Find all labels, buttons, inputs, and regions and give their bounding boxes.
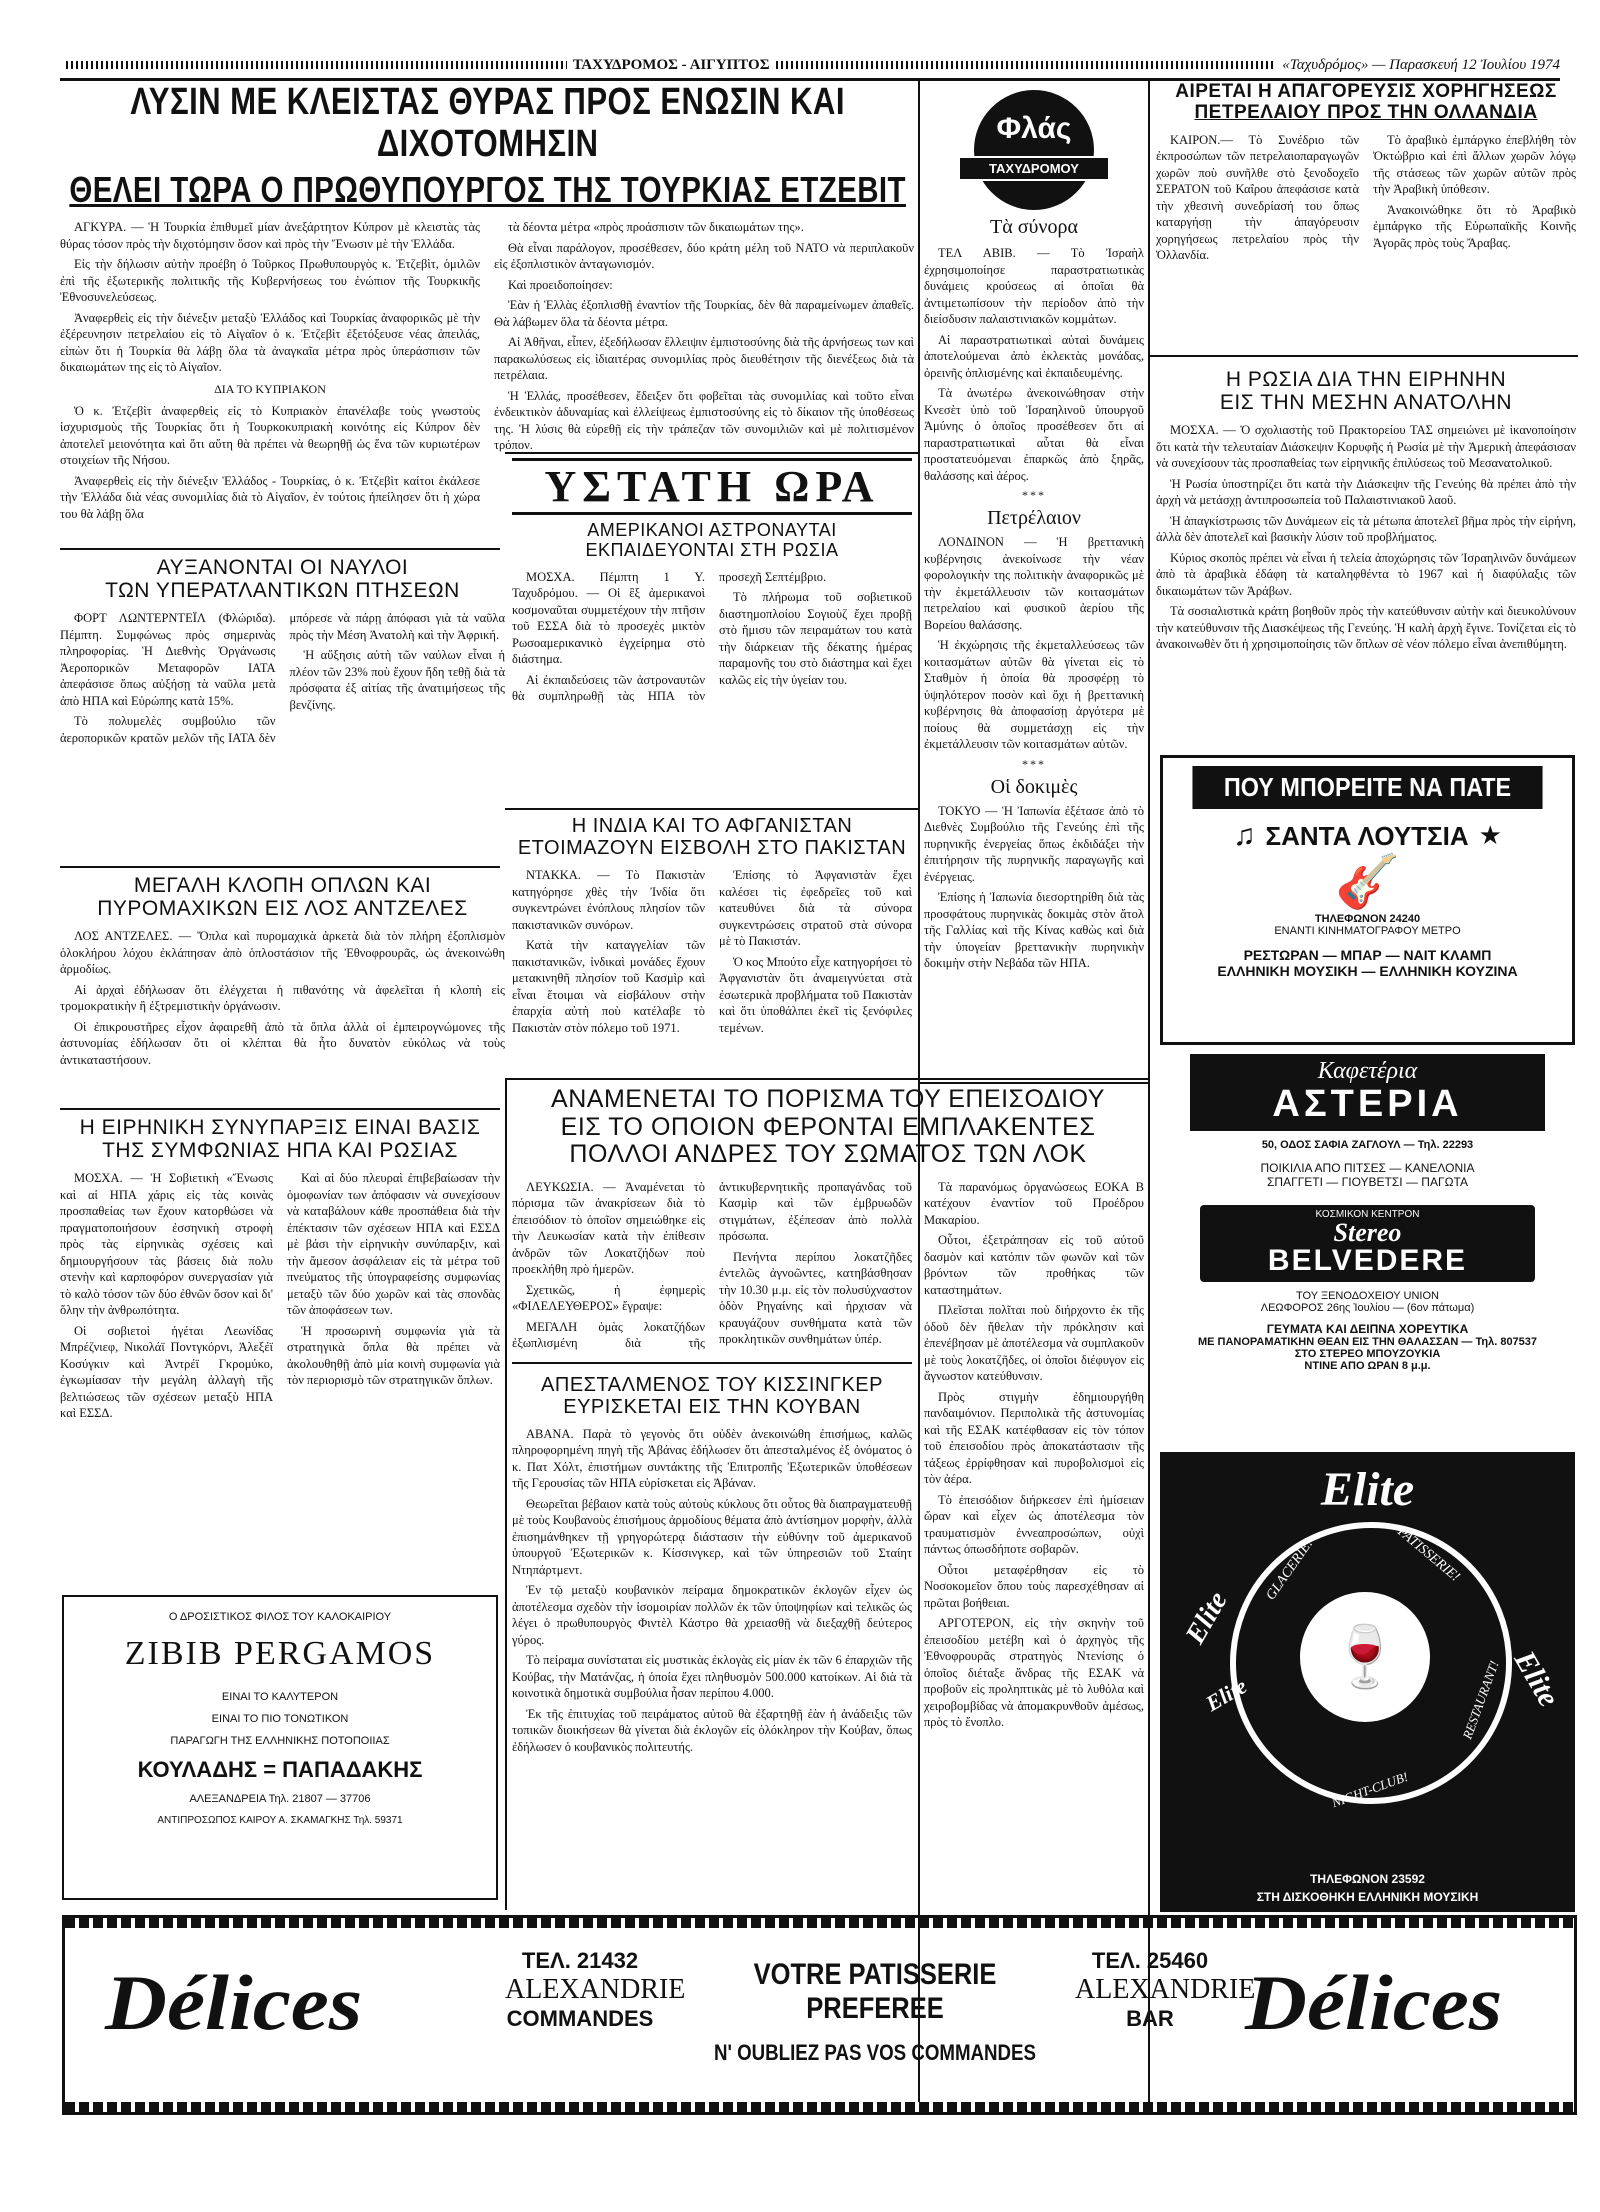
coexistence-paragraph: ΜΟΣΧΑ. — Ἡ Σοβιετικὴ «Ἔνωσις καὶ αἱ ΗΠΑ χάρις εἰς τὰς κοινὰς προσπαθείας των ἔχουν κατορθώσει νὰ πραγματοποιήσουν ἐσσηνικὴ στροφὴ πρὸς τὰς εἰρηνικὰς σχέσεις καὶ δημιουργήσουν τὰς βάσεις διὰ πολυ στενὴν καὶ καρποφόρον συνεργασίαν γιὰ τὸ καλὸ τόσον τῶν δύο ἐθνῶν ὅσον καὶ δι' ὅλην τὴν ἀνθρωπότητα. [60, 1171, 273, 1318]
lead-paragraph: Ἐὰν ἡ Ἑλλὰς ἐξοπλισθῇ ἐναντίον τῆς Τουρκίας, δὲν θὰ παραμείνωμεν ἀπαθεῖς. Θὰ λάβωμεν ὅλα τὰ δέοντα μέτρα. [494, 298, 914, 329]
embargo-headline-1: ΑΙΡΕΤΑΙ Η ΑΠΑΓΟΡΕΥΣΙΣ ΧΟΡΗΓΗΣΕΩΣ [1175, 82, 1557, 102]
belvedere-line2: ΜΕ ΠΑΝΟΡΑΜΑΤΙΚΗΝ ΘΕΑΝ ΕΙΣ ΤΗΝ ΘΑΛΑΣΣΑΝ — Τηλ. 807537 [1197, 1336, 1538, 1348]
lok-paragraph: ΛΕΥΚΩΣΙΑ. — Ἀναμένεται τὸ πόρισμα τῶν ἀνακρίσεων διὰ τὸ ἐπεισόδιον τὸ ὁποῖον σημειώθηκε εἰς τὴν Λευκωσίαν κατὰ τὴν ἐπίθεσιν ἀνδρῶν τῶν Λοκατζήδων ποὺ προεκλήθη πρὸ ἡμερῶν. [512, 1179, 705, 1276]
zibib-brand: ZIBIB PERGAMOS [124, 1635, 436, 1672]
kissinger-paragraph: ΑΒΑΝΑ. Παρὰ τὸ γεγονὸς ὅτι οὐδὲν ἀνεκοινώθη ἐπισήμως, καλῶς πληροφορημένη πηγὴ τῆς Ἀβάνας ἐδήλωσεν ὅτι ἀπεσταλμένος ἐξ ὀνόματος ὁ κ. Πατ Χόλτ, ἐπιστήμων συντάκτης τῆς Ἐπιτροπῆς Ἐξωτερικῶν ὑποθέσεων τῆς Γερουσίας τῶν ΗΠΑ εὑρίσκεται εἰς Ἀβάναν. [512, 1426, 912, 1490]
lok-paragraph: ΜΕΓΑΛΗ ὁμὰς λοκατζήδων ἐξωπλισμένη διὰ τῆς ἀντικυβερνητικῆς προπαγάνδας τοῦ Κασμὶρ καὶ τῶν ἐμβρυωδῶν στιγμάτων, ἐξέπεσαν ἀπὸ πολλὰ πρόσωπα. [512, 1179, 912, 1350]
lok-left [512, 1179, 912, 1760]
russia-paragraph: ΜΟΣΧΑ. — Ὁ σχολιαστὴς τοῦ Πρακτορείου ΤΑΣ σημειώνει μὲ ἱκανοποίησιν ὅτι κατὰ τὴν τελευταίαν Διάσκεψιν Κορυφῆς ἡ Ρωσία μὲ τὴν Ἀμερικὴ ἀπεφάσισαν νὰ συνεχίσουν τὰς προσπαθείας των εἰρηνικῆς ἐπιλύσεως τοῦ Μεσανατολικοῦ. [1156, 423, 1576, 471]
column-divider [505, 1080, 507, 1910]
ad-border-pattern [65, 2102, 1574, 2112]
santa-lucia-line1: ΡΕΣΤΩΡΑΝ — ΜΠΑΡ — ΝΑΙΤ ΚΛΑΜΠ [1243, 947, 1492, 963]
india-paragraph: Ἐπίσης τὸ Ἀφγανιστὰν ἔχει καλέσει τὶς ἐφεδρεῖες τοῦ καὶ κατευθύνει διὰ τὰ σύνορα συγκεντρώσεις στρατοῦ στὰ σύνορα μὲ τὸ Πακιστάν. [719, 868, 912, 948]
santa-lucia-phone: ΤΗΛΕΦΩΝΟΝ 24240 [1314, 913, 1421, 925]
belvedere-ad [1160, 1205, 1575, 1445]
delices-ad [62, 1915, 1577, 2115]
coexistence-article [60, 1116, 500, 1526]
freight-headline-2: ΤΩΝ ΥΠΕΡΑΤΛΑΝΤΙΚΩΝ ΠΤΗΣΕΩΝ [105, 579, 460, 603]
section-rule [505, 452, 918, 454]
latest-paragraph: ΜΟΣΧΑ. Πέμπτη 1 Υ. Ταχυδρόμου. — Οἱ ἓξ ἀμερικανοὶ κοσμοναῦται συμμετέχουν τὴν πτῆσιν τοῦ ΕΣΣΑ διὰ τὸ προσεχὲς μικτὸν Ρωσοαμερικανικὸ ἐγχείρημα στὸ διάστημα. [512, 569, 705, 667]
freight-paragraph: Ἡ αὔξησις αὐτὴ τῶν ναύλων εἶναι ἡ πλέον τῶν 23% ποὺ ἔχουν ἤδη τεθῇ διὰ τὰ πρόσφατα ἐξ αἰτίας τῆς ἀνατιμήσεως τῆς βενζίνης. [289, 648, 505, 712]
santa-lucia-ad [1160, 755, 1575, 1045]
asteria-name: ΑΣΤΕΡΙΑ [1272, 1083, 1463, 1125]
theft-paragraph: ΛΟΣ ΑΝΤΖΕΛΕΣ. — Ὅπλα καὶ πυρομαχικὰ ἀρκετὰ διὰ τὸν πλήρη ἐξοπλισμὸν ὁλοκλήρου λόχου ἐκλάπησαν ἀπὸ ὁπλοστάσιον τῆς Ἐθνοφρουρᾶς, ὡς ἀνεκοινώθη ἁρμοδίως. [60, 929, 505, 977]
oil-title: Πετρέλαιον [987, 507, 1081, 529]
left-city: ALEXANDRIE [505, 1974, 686, 2005]
lok-headline-3: ΠΟΛΛΟΙ ΑΝΔΡΕΣ ΤΟΥ ΣΩΜΑΤΟΣ ΤΩΝ ΛΟΚ [569, 1140, 1087, 1168]
right-sub: BAR [1126, 2006, 1174, 2031]
delices-logo-right: Délices [1245, 1959, 1503, 2046]
center-title: VOTRE PATISSERIE PREFEREE [753, 1958, 997, 2025]
lead-left-column [60, 219, 480, 526]
elite-logo-right: Elite [1507, 1645, 1566, 1713]
lead-paragraph: Ὁ κ. Ἐτζεβὶτ ἀναφερθεὶς εἰς τὸ Κυπριακὸν ἐπανέλαβε τοὺς γνωστοὺς ἰσχυρισμοὺς τῆς Τουρκίας ὅτι ἡ Τουρκοκυπριακὴ κοινότης εἰς Κύπρον δὲν ἀποτελεῖ μειονότητα καὶ ὅτι αὕτη θὰ πρέπει νὰ θεωρηθῇ ὡς ἕνα τῶν κυριωτέρων στοιχείων τῆς Νήσου. [60, 403, 480, 468]
elite-logo-left: Elite [1179, 1586, 1234, 1650]
lead-paragraph: Ἀναφερθεὶς εἰς τὴν διένεξιν Ἑλλάδος - Τουρκίας, ὁ κ. Ἐτζεβὶτ καίτοι ἐκάλεσε τὴν Ἑλλάδα διὰ νέας συνομιλίας διὰ τὸ Αἰγαῖον, ἐν τούτοις ἠπείλησεν ὅτι ἡ χώρα του θὰ λάβῃ ὅλα [60, 473, 480, 521]
lok-paragraph: ΑΡΓΟΤΕΡΟΝ, εἰς τὴν σκηνὴν τοῦ ἐπεισοδίου μετέβη καὶ ὁ ἀρχηγὸς τῆς Ἐθνοφρουρᾶς στρατηγὸς Ντενίσης ὁ ὁποῖος διέταξε ἄνδρας τῆς ΕΣΑΚ νὰ προβοῦν εἰς προληπτικὰς μὲ τὸ λυθόλα καὶ χειροβομβίδας νὰ ἀπομακρυνθοῦν ἀμέσως, πρὸς τὸ ἔνοπλο. [924, 1616, 1144, 1729]
coexistence-paragraph: Οἱ σοβιετοὶ ἡγέται Λεωνίδας Μπρέζνιεφ, Νικολάϊ Ποντγκόρνι, Ἀλεξέϊ Κοσύγκιν καὶ Ἀντρέϊ Γκρομύκο, ἐγκωμίασαν τὴν μεγάλη ἀλλαγὴ τῆς βελτιώσεως τῶν σχέσεων μεταξὺ ΗΠΑ καὶ ΕΣΣΔ. [60, 1323, 273, 1421]
borders-title: Τὰ σύνορα [990, 216, 1078, 238]
flash-paragraph: Ἐπίσης ἡ Ἰαπωνία διεσορτηρίθη διὰ τὰς προσφάτους πυρηνικὰς δοκιμὰς στὸν ἄτολ τῆς Γαλλίας καὶ τῆς Κίνας καθὼς καὶ διὰ τὴν ὑπογείαν βρεττανικὴν πυρηνικὴν δοκιμὴν στὴν Νεβάδα τῶν ΗΠΑ. [924, 890, 1144, 970]
belvedere-line4: ΝΤΙΝΕ ΑΠΟ ΩΡΑΝ 8 μ.μ. [1304, 1360, 1431, 1372]
stars-divider: *** [1022, 488, 1046, 502]
cyprus-subheading: ΔΙΑ ΤΟ ΚΥΠΡΙΑΚΟΝ [214, 381, 326, 396]
theft-headline-2: ΠΥΡΟΜΑΧΙΚΩΝ ΕΙΣ ΛΟΣ ΑΝΤΖΕΛΕΣ [97, 897, 468, 921]
embargo-paragraph: Τὸ ἀραβικὸ ἐμπάργκο ἐπεβλήθη τὸν Ὀκτώβριο καὶ ἐπὶ ἄλλων χωρῶν λόγῳ τῆς στάσεως τῶν χωρῶν αὐτῶν πρὸς τὴν Ἀραβικὴ ὑπόθεσιν. [1373, 132, 1576, 197]
lok-right [924, 1179, 1144, 1760]
asteria-line2: ΣΠΑΓΓΕΤΙ — ΓΙΟΥΒΕΤΣΙ — ΠΑΓΩΤΑ [1267, 1175, 1468, 1189]
header-rule [66, 61, 567, 69]
theft-headline-1: ΜΕΓΑΛΗ ΚΛΟΠΗ ΟΠΛΩΝ ΚΑΙ [133, 874, 432, 897]
embargo-paragraph: Ἀνακοινώθηκε ὅτι τὸ Ἀραβικὸ ἐμπάργκο τῆς Εὐρωπαϊκῆς Κοινῆς Ἀγορᾶς πρὸς τοὺς Ἄραβας. [1373, 202, 1576, 250]
zibib-ad [62, 1595, 498, 1900]
header-right: «Ταχυδρόμος» — Παρασκευή 12 Ἰουλίου 1974 [1282, 56, 1560, 73]
lok-headline-2: ΕΙΣ ΤΟ ΟΠΟΙΟΝ ΦΕΡΟΝΤΑΙ ΕΜΠΛΑΚΕΝΤΕΣ [560, 1112, 1096, 1141]
asteria-ad [1160, 1050, 1575, 1200]
india-headline-2: ΕΤΟΙΜΑΖΟΥΝ ΕΙΣΒΟΛΗ ΣΤΟ ΠΑΚΙΣΤΑΝ [517, 837, 907, 859]
lok-paragraph: Τὰ παρανόμως ὀργανώσεως ΕΟΚΑ Β κατέχουν ἐναντίον τοῦ Προέδρου Μακαρίου. [924, 1179, 1144, 1227]
coexistence-headline-2: ΤΗΣ ΣΥΜΦΩΝΙΑΣ ΗΠΑ ΚΑΙ ΡΩΣΙΑΣ [102, 1139, 458, 1163]
flash-logo-circle [974, 90, 1094, 210]
section-rule [918, 1082, 1150, 1084]
left-sub: COMMANDES [506, 2006, 654, 2031]
flash-paragraph: Ἡ ἐκχώρησις τῆς ἐκμεταλλεύσεως τῶν κοιτασμάτων αὐτῶν θὰ γίνεται εἰς τὸ Σταθμὸν ἡ ὁποία θὰ προσφέρῃ τὸ ὑψηλότερον ποσὸν καὶ ὄχι ἡ βρεττανικὴ κυβέρνησις θὰ ἀποφασίσῃ ἀργότερα μὲ ποίους θὰ συμμετάσχῃ εἰς τὴν ἐκμετάλλευσιν τῶν κοιτασμάτων αὐτῶν. [924, 638, 1144, 751]
belvedere-line3: ΣΤΟ ΣΤΕΡΕΟ ΜΠΟΥΖΟΥΚΙΑ [1294, 1348, 1441, 1360]
oil-embargo-article [1156, 82, 1576, 352]
flash-paragraph: Αἱ παραστρατιωτικαὶ αὐταὶ δυνάμεις ἀποτελούμεναι ἀπὸ ἐκλεκτὰς μονάδας, ὀρεινῆς ὁπλισμένης καὶ ἐκπαιδευμένης. [924, 332, 1144, 380]
coexistence-headline-1: Η ΕΙΡΗΝΙΚΗ ΣΥΝΥΠΑΡΞΙΣ ΕΙΝΑΙ ΒΑΣΙΣ [79, 1116, 481, 1139]
flash-logo [964, 90, 1104, 210]
lead-paragraph: Θὰ εἶναι παράλογον, προσέθεσεν, δύο κράτη μέλη τοῦ ΝΑΤΟ νὰ περιπλακοῦν εἰς ἐξοπλιστικὸν ἀνταγωνισμόν. [494, 240, 914, 272]
flash-paragraph: ΤΟΚΥΟ — Ἡ Ἰαπωνία ἐξέτασε ἀπὸ τὸ Διεθνὲς Συμβούλιο τῆς Γενεύης ἐπὶ τῆς πυρηνικῆς ἐνεργείας ὅπως ἐκδιδάξει τὴν ἐπιτήρησιν τῆς πυρηνικῆς παραγωγῆς καὶ ἐνέργειας. [924, 803, 1144, 884]
left-tel: ΤΕΛ. 21432 [521, 1948, 639, 1973]
santa-lucia-line2: ΕΛΛΗΝΙΚΗ ΜΟΥΣΙΚΗ — ΕΛΛΗΝΙΚΗ ΚΟΥΖΙΝΑ [1217, 963, 1518, 979]
lok-paragraph: Οὗτοι, ἐξετράπησαν εἰς τοῦ αὐτοῦ δασμὸν καὶ κατόπιν τῶν φωνῶν καὶ τῶν βρόντων τῶν προθήκας τῶν καταστημάτων. [924, 1233, 1144, 1297]
latest-news-article [512, 458, 912, 803]
embargo-headline-2: ΠΕΤΡΕΛΑΙΟΥ ΠΡΟΣ ΤΗΝ ΟΛΛΑΝΔΙΑ [1194, 101, 1538, 123]
tests-title: Οἱ δοκιμὲς [990, 775, 1078, 798]
india-paragraph: Κατὰ τὴν καταγγελίαν τῶν πακιστανικῶν, ἰνδικαὶ μονάδες ἔχουν μετακινηθῆ πλησίον τοῦ Κασμὶρ καὶ εἶναι ἕτοιμαι νὰ εἰσβάλουν στὴν ἐπαρχία αὐτὴ ποὺ κατέλαβε τὸ Πακιστὰν στὸν πόλεμο τοῦ 1971. [512, 938, 705, 1035]
wine-glass-icon: 🍷 [1300, 1592, 1430, 1722]
flash-logo-band: ΤΑΧΥΔΡΟΜΟΥ [958, 156, 1110, 181]
delices-logo-left: Délices [105, 1959, 363, 2046]
lead-paragraph: Ἀναφερθεὶς εἰς τὴν διένεξιν μεταξὺ Ἑλλάδος καὶ Τουρκίας ἀναφορικῶς μὲ τὴν ἐξέρευνησιν πετρελαίου εἰς τὸ Αἰγαῖον ὁ κ. Ἐτζεβὶτ ἐξετόξευσε νέας ἀπειλάς, εἰπὼν ὅτι ἡ Τουρκία θὰ λάβῃ ὅλα τὰ ἀναγκαῖα μέτρα πρὸς ὑπεράσπισιν τῶν δικαιωμάτων της εἰς τὸ Αἰγαῖον. [60, 310, 480, 375]
zibib-line3: ΠΑΡΑΓΩΓΗ ΤΗΣ ΕΛΛΗΝΙΚΗΣ ΠΟΤΟΠΟΙΙΑΣ [170, 1735, 390, 1747]
flash-paragraph: ΤΕΛ ΑΒΙΒ. — Τὸ Ἰσραὴλ ἐχρησιμοποίησε παραστρατιωτικὰς δυνάμεις κρούσεως αἱ ὁποῖαι θὰ ἀντιμετωπίσουν τὴν περίοδον ἀπὸ τὴν διείσδυσιν παλαιστινιακῶν κομμάτων. [924, 246, 1144, 326]
lok-article [512, 1086, 1144, 1902]
embargo-paragraph: ΚΑΙΡΟΝ.— Τὸ Συνέδριο τῶν ἐκπροσώπων τῶν πετρελαιοπαραγωγῶν χωρῶν ποὺ συνῆλθε στὸ ξενοδοχεῖο ΣΕΡΑΤΟΝ τοῦ Καΐρου ἀπεφάσισε κατὰ τὴν χθεσινὴ συνεδρίασή του ὅπως καταργήσῃ τὴν ἀπαγόρευσιν χορηγήσεως πετρελαίου πρὸς τὴν Ὁλλανδία. [1156, 132, 1359, 263]
elite-logo-bottom: Elite [1201, 1673, 1251, 1717]
coexistence-paragraph: Καὶ αἱ δύο πλευραὶ ἐπιβεβαίωσαν τὴν ὁμοφωνίαν των ἀπόφασιν νὰ συνεχίσουν νὰ καταβάλουν κάθε προσπάθεια διὰ τὴν ἐπέκτασιν τῶν σχέσεων ΗΠΑ καὶ ΕΣΣΔ μὲ βάσι τὴν εἰρηνικὴν συνύπαρξιν, καὶ τὴν ἄμεσον ἀσφάλειαν εἰς τὰ μέτρα τοῦ πνεύματος τῆς ὑπογραφείσης συμφωνίας μεταξὺ τῶν δύο χωρῶν καὶ τὰς σπονδὰς τῶν ἀποφάσεων των. [287, 1171, 500, 1318]
elite-nightclub: NIGHT-CLUB! [1329, 1768, 1410, 1811]
elite-patisserie: PATISSERIE! [1394, 1524, 1463, 1585]
stars-divider: *** [1022, 756, 1046, 771]
section-rule [505, 808, 918, 810]
asteria-line1: ΠΟΙΚΙΛΙΑ ΑΠΟ ΠΙΤΣΕΣ — ΚΑΝΕΛΟΝΙΑ [1260, 1161, 1475, 1175]
music-note-icon: ♫ [1233, 819, 1256, 852]
latest-headline-1: ΑΜΕΡΙΚΑΝΟΙ ΑΣΤΡΟΝΑΥΤΑΙ [587, 520, 837, 540]
elite-restaurant: RESTAURANT! [1459, 1658, 1502, 1741]
theft-article [60, 874, 505, 1104]
lead-paragraph: Εἰς τὴν δήλωσιν αὐτὴν προέβη ὁ Τοῦρκος Πρωθυπουργὸς κ. Ἐτζεβὶτ, ὁμιλῶν ἐπὶ τῆς ἐξωτερικῆς πολιτικῆς τῆς Κυβερνήσεως του ἐνώπιον τῆς Τουρκικῆς Ἐθνοσυνελεύσεως. [60, 257, 480, 305]
zibib-line2: ΕΙΝΑΙ ΤΟ ΠΙΟ ΤΟΝΩΤΙΚΟΝ [211, 1713, 349, 1725]
lead-headline-2: ΘΕΛΕΙ ΤΩΡΑ Ο ΠΡΩΘΥΠΟΥΡΓΟΣ ΤΗΣ ΤΟΥΡΚΙΑΣ ΕΤΖΕΒΙΤ [69, 168, 906, 210]
lok-paragraph: Σχετικῶς, ἡ ἐφημερὶς «ΦΙΛΕΛΕΥΘΕΡΟΣ» ἔγραψε: [512, 1282, 705, 1313]
lead-paragraph: τὰ δέοντα μέτρα «πρὸς προάσπισιν τῶν δικαιωμάτων της». [508, 220, 804, 235]
russia-paragraph: Ἡ ἀπαγκίστρωσις τῶν Δυνάμεων εἰς τὰ μέτωπα ἀποτελεῖ βῆμα πρὸς τὴν εἰρήνη, ἀλλὰ δὲν ἀποτελεῖ καὶ βασικὴν λύσιν τοῦ προβλήματος. [1156, 513, 1576, 545]
kissinger-paragraph: Ἐν τῷ μεταξὺ κουβανικὸν πείραμα δημοκρατικῶν ἐκλογῶν εἶχεν ὡς ἀποτέλεσμα σχεδὸν τὴν ἰσομοιρίαν πολλῶν ἐκ τῶν ὑποψηφίων καὶ τελικῶς ὡς λέγει ὁ πρωθυπουργὸς Φιντὲλ Κάστρο θὰ χρειασθῇ νὰ διεξαχθῇ δεύτερος γύρος. [512, 1583, 912, 1647]
kissinger-paragraph: Θεωρεῖται βέβαιον κατὰ τοὺς αὐτοὺς κύκλους ὅτι οὗτος θὰ διαπραγματευθῇ μὲ τοὺς Κουβανοὺς ἐπισήμους ἀρμοδίους θέματα ἀπὸ ἀντίσημον μορφὴν, ἀλλὰ ἐπισημάνθηκεν τῇ γρηγορώτερᾳ διάστασιν τὴν εὐθύνην τοῦ ἀμερικανοῦ ὑπουργοῦ Ἐξωτερικῶν κ. Κίσσινγκερ, καὶ τῶν ὑπηρεσιῶν τοῦ Σταίητ Ντηπάρτμεντ. [512, 1496, 912, 1577]
russia-headline-2: ΕΙΣ ΤΗΝ ΜΕΣΗΝ ΑΝΑΤΟΛΗΝ [1219, 391, 1513, 415]
flash-column [924, 82, 1144, 1082]
lok-paragraph: Τὸ ἐπεισόδιον διήρκεσεν ἐπὶ ἡμίσειαν ὥραν καὶ εἶχεν ὡς ἀποτέλεσμα τὸν τραυματισμὸν ἐννεαπροσώπων, οὐχὶ πάντως ὁπωσδήποτε σοβαρῶν. [924, 1492, 1144, 1556]
russia-mideast-article [1156, 368, 1576, 743]
india-paragraph: Ὁ κος Μπούτο εἶχε κατηγορήσει τὸ Ἀφγανιστὰν ὅτι ἀναμειγνύεται στὰ ἐσωτερικὰ προβλήματα τοῦ Πακιστὰν καὶ ὅτι ὑποθάλπει ἐκεῖ τὶς ξενόφιλες τεμένων. [719, 954, 912, 1035]
elite-ad [1160, 1452, 1575, 1912]
latest-paragraph: Αἱ ἐκπαιδεύσεις τῶν ἀστροναυτῶν θὰ συμπληρωθῇ τὰς ΗΠΑ τὸν προσεχῆ Σεπτέμβριο. [512, 569, 827, 704]
header-left: ΤΑΧΥΔΡΟΜΟΣ - ΑΙΓΥΠΤΟΣ [572, 56, 770, 73]
lead-headline-1: ΛΥΣΙΝ ΜΕ ΚΛΕΙΣΤΑΣ ΘΥΡΑΣ ΠΡΟΣ ΕΝΩΣΙΝ ΚΑΙ ΔΙΧΟΤΟΜΗΣΙΝ [130, 82, 845, 165]
section-rule [60, 1108, 500, 1110]
theft-paragraph: Αἱ ἀρχαὶ ἐδήλωσαν ὅτι ἐλέγχεται ἡ πιθανότης νὰ ἀφελεῖται ἡ κλοπὴ εἰς τρομοκρατικὴν ἢ ἐξτρεμιστικὴν ὀργάνωσιν. [60, 982, 505, 1014]
belvedere-top: ΚΟΣΜΙΚΟΝ ΚΕΝΤΡΟΝ [1315, 1209, 1420, 1220]
russia-headline-1: Η ΡΩΣΙΑ ΔΙΑ ΤΗΝ ΕΙΡΗΝΗΝ [1225, 368, 1507, 391]
kissinger-article [512, 1362, 912, 1756]
belvedere-sub: ΤΟΥ ΞΕΝΟΔΟΧΕΙΟΥ UNION [1296, 1290, 1439, 1302]
mandolin-icon: 🎸 [1335, 854, 1400, 911]
lok-paragraph: Οὗτοι μεταφέρθησαν εἰς τὸ Νοσοκομεῖον ὅπου τοὺς παρεσχέθησαν αἱ πρῶται βοήθειαι. [924, 1562, 1144, 1610]
ad-border-pattern [65, 1918, 1574, 1928]
center-sub: N' OUBLIEZ PAS VOS COMMANDES [713, 2040, 1037, 2065]
section-rule [1150, 355, 1578, 357]
flash-paragraph: ΛΟΝΔΙΝΟΝ — Ἡ βρεττανικὴ κυβέρνησις ἀνεκοίνωσε τὴν νέαν φορολογικὴν της πολιτικὴν ἀναφορικῶς μὲ τὴν ἐκμετάλλευσιν τῶν κοιτασμάτων πετρελαίου καὶ φυσικοῦ ἀερίου τῆς Βορείου θαλάσσης. [924, 535, 1144, 632]
asteria-address: 50, ΟΔΟΣ ΣΑΦΙΑ ΖΑΓΛΟΥΛ — Τηλ. 22293 [1261, 1139, 1474, 1151]
right-tel: ΤΕΛ. 25460 [1091, 1948, 1209, 1973]
star-icon: ★ [1478, 821, 1502, 850]
column-divider [1148, 80, 1150, 2102]
kissinger-paragraph: Ἐκ τῆς ἐπιτυχίας τοῦ πειράματος αὐτοῦ θὰ ἐξαρτηθῇ ἐὰν ἡ ἀνάδειξις τῶν τοπικῶν διοικήσεων θὰ γίνεται διὰ ἐκλογῶν εἰς ὁλόκληρον τὴν Κούβαν, ὅπως ἐδήλωσεν ὁ κουβανικὸς πολιτευτής. [512, 1706, 912, 1754]
lok-paragraph: Πλεῖσται πολῖται ποὺ διήρχοντο ἐκ τῆς ὁδοῦ δὲν ἤθελαν τὴν πρόκλησιν καὶ ἐπενέβησαν μὲ ἀποτέλεσμα νὰ συμπλακοῦν μὲ τοὺς λοκατζῆδες, οἱ ὁποῖοι διέφυγον εἰς ἄγνωστον κατεύθυνσιν. [924, 1303, 1144, 1383]
elite-logo-top: Elite [1320, 1463, 1415, 1516]
zibib-maker: ΚΟΥΛΑΔΗΣ = ΠΑΠΑΔΑΚΗΣ [137, 1757, 423, 1782]
zibib-top: Ο ΔΡΟΣΙΣΤΙΚΟΣ ΦΙΛΟΣ ΤΟΥ ΚΑΛΟΚΑΙΡΙΟΥ [168, 1611, 392, 1623]
freight-headline-1: ΑΥΞΑΝΟΝΤΑΙ ΟΙ ΝΑΥΛΟΙ [156, 556, 409, 579]
flash-paragraph: Τὰ ἀνωτέρω ἀνεκοινώθησαν στὴν Κνεσὲτ ὑπὸ τοῦ Ἰσραηλινοῦ ὑπουργοῦ Ἀμύνης ὁ ὁποῖος προσέθεσεν ὅτι αἱ παραστρατιωτικαὶ αὗται θὰ εἶναι προστατευόμεναι ἐπαρκῶς ἀπὸ ξηρᾶς, θαλάσσης καὶ ἀέρος. [924, 386, 1144, 483]
lok-headline-1: ΑΝΑΜΕΝΕΤΑΙ ΤΟ ΠΟΡΙΣΜΑ ΤΟΥ ΕΠΕΙΣΟΔΙΟΥ [551, 1086, 1105, 1113]
right-city: ALEXANDRIE [1075, 1974, 1256, 2005]
freight-paragraph: Τὸ πολυμελὲς συμβούλιο τῶν ἀεροπορικῶν κρατῶν μελῶν τῆς ΙΑΤΑ δὲν μπόρεσε νὰ πάρῃ ἀπόφασι γιὰ τὰ ναῦλα πρὸς τὴν Μέση Ἀνατολὴ καὶ τὴν Ἀφρική. [60, 611, 505, 745]
lead-paragraph: Καὶ προειδοποίησεν: [508, 277, 613, 292]
russia-paragraph: Κύριος σκοπὸς πρέπει νὰ εἶναι ἡ τελεία ἀποχώρησις τῶν Ἰσραηλινῶν δυνάμεων ἀπὸ τὰ ἀραβικὰ ἐδάφη τὰ καταληφθέντα τὸ 1967 καὶ ἡ διαφύλαξις τῶν δικαιωμάτων τῶν Ἀράβων. [1156, 550, 1576, 598]
freight-paragraph: ΦΟΡΤ ΛΩΝΤΕΡΝΤΕΪΛ (Φλώριδα). Πέμπτη. Συμφώνως πρὸς σημερινὰς πληροφορίας. Ἡ Διεθνὴς Ὀργάνωσις Ἀεροπορικῶν Μεταφορῶν ΙΑΤΑ ἀπεφάσισε ὅπως αὐξήσῃ τὰ ναῦλα μετὰ ἀπὸ ΗΠΑ καὶ Εὐρώπης κατὰ 15%. [60, 611, 276, 708]
santa-lucia-location: ΕΝΑΝΤΙ ΚΙΝΗΜΑΤΟΓΡΑΦΟΥ ΜΕΤΡΟ [1274, 925, 1461, 937]
kissinger-headline-1: ΑΠΕΣΤΑΛΜΕΝΟΣ ΤΟΥ ΚΙΣΣΙΝΓΚΕΡ [541, 1373, 883, 1396]
belvedere-address: ΛΕΩΦΟΡΟΣ 26ης Ἰουλίου — (6ον πάτωμα) [1260, 1302, 1475, 1314]
lead-paragraph: Ἡ Ἑλλάς, προσέθεσεν, ἔδειξεν ὅτι φοβεῖται τὰς συνομιλίας καὶ τοῦτο εἶναι ἐνδεικτικὸν ἀδυναμίας καὶ ἐλλείψεως ἐμπιστοσύνης εἰς τὸ δίκαιον τῆς ὑποθέσεως της. Ἡ λύσις θὰ εὑρεθῇ εἰς τὴν τράπεζαν τῶν συνομιλιῶν καὶ μὲ πολιτισμένον τρόπον. [494, 388, 914, 453]
flash-logo-word: Φλάς [996, 112, 1072, 145]
page-header [60, 52, 1560, 81]
russia-paragraph: Ἡ Ρωσία ὑποστηρίζει ὅτι κατὰ τὴν Διάσκεψιν τῆς Γενεύης θὰ πρέπει ἀπὸ τὴν ἀρχὴ νὰ μετάσχῃ ἀντιπροσωπεία τοῦ Παλαιστινιακοῦ λαοῦ. [1156, 476, 1576, 508]
zibib-agent: ΑΝΤΙΠΡΟΣΩΠΟΣ ΚΑΙΡΟΥ Α. ΣΚΑΜΑΓΚΗΣ Τηλ. 59371 [157, 1815, 403, 1826]
asteria-script: Καφετέρια [1317, 1058, 1418, 1084]
india-article [512, 815, 912, 1073]
belvedere-name-1: Stereo [1333, 1218, 1402, 1247]
lok-paragraph: Πρὸς στιγμὴν ἐδημιουργήθη πανδαιμόνιον. Περιπολικὰ τῆς ἀστυνομίας καὶ τῆς ΕΣΑΚ κατέφθασαν εἰς τὸν τόπον τοῦ ἐπεισοδίου πρὸς ἀποκατάστασιν τῆς τάξεως ἐρρίφθησαν καὶ πυροβολισμοὶ εἰς τὸν ἀέρα. [924, 1389, 1144, 1486]
elite-music: ΣΤΗ ΔΙΣΚΟΘΗΚΗ ΕΛΛΗΝΙΚΗ ΜΟΥΣΙΚΗ [1256, 1890, 1479, 1904]
elite-glacerie: GLACERIE! [1263, 1536, 1317, 1603]
zibib-city: ΑΛΕΞΑΝΔΡΕΙΑ Τηλ. 21807 — 37706 [189, 1793, 371, 1805]
india-headline-1: Η ΙΝΔΙΑ ΚΑΙ ΤΟ ΑΦΓΑΝΙΣΤΑΝ [571, 815, 853, 837]
lead-paragraph: Αἱ Ἀθῆναι, εἶπεν, ἐξεδήλωσαν ἔλλειψιν ἐμπιστοσύνης διὰ τῆς ἀρνήσεως των καὶ παρακωλύσεως εἰς ἰδιαιτέρας συνομιλίας πρὸς διευθέτησιν τῆς διενέξεως διὰ τὰ πετρέλαια. [494, 335, 914, 383]
lok-paragraph: Πενήντα περίπου λοκατζῆδες ἐντελῶς ἀγνοῶντες, κατηβάσθησαν τὴν 10.30 μ.μ. εἰς τὸν πολυσύχναστον ὁδὸν Ρηγαίνης καὶ ἠρχισαν νὰ κραυγάζουν συνθήματα κατὰ τῶν προκλητικῶν συνθημάτων ὑπέρ. [719, 1249, 912, 1346]
section-rule [505, 1078, 1150, 1080]
elite-phone: ΤΗΛΕΦΩΝΟΝ 23592 [1310, 1872, 1425, 1886]
lead-paragraph: ΑΓΚΥΡΑ. — Ἡ Τουρκία ἐπιθυμεῖ μίαν ἀνεξάρτητον Κύπρον μὲ κλειστὰς τὰς θύρας τόσον πρὸς τὴν διχοτόμησιν ὅσον καὶ πρὸς τὴν Ἕνωσιν μὲ τὴν Ἑλλάδα. [60, 220, 480, 251]
latest-banner: ΥΣΤΑΤΗ ΩΡΑ [544, 462, 880, 511]
kissinger-headline-2: ΕΥΡΙΣΚΕΤΑΙ ΕΙΣ ΤΗΝ ΚΟΥΒΑΝ [563, 1395, 861, 1418]
india-paragraph: ΝΤΑΚΚΑ. — Τὸ Πακιστὰν κατηγόρησε χθὲς τὴν Ἰνδία ὅτι συγκεντρώνει ἐνόπλους πλησίον τῶν πακιστανικῶν συνόρων. [512, 868, 705, 932]
coexistence-paragraph: Ἡ προσωρινὴ συμφωνία γιὰ τὰ στρατηγικὰ ὅπλα θὰ πρέπει νὰ ἀκολουθηθῇ ἀπὸ μία κοινὴ συμφωνία γιὰ τὸν περιορισμὸ τῶν στρατηγικῶν ὅπλων. [287, 1323, 500, 1388]
belvedere-name-2: BELVEDERE [1267, 1244, 1468, 1277]
freight-article [60, 556, 505, 856]
russia-paragraph: Τὰ σοσιαλιστικὰ κράτη βοηθοῦν πρὸς τὴν κατεύθυνσιν αὐτὴν καὶ διευκολύνουν τὴν κατεύθυνσιν τῆς Διασκέψεως τῆς Γενεύης. Ἡ καλὴ ἀρχὴ ἔγινε. Τονίζεται εἰς τὸ ἀνακοινωθὲν ὅτι ἡ χρησιμοποίησις τῶν ὅπλων σὲ νέον πόλεμο εἶναι ἀνεπιθύμητη. [1156, 604, 1576, 652]
latest-paragraph: Τὸ πλήρωμα τοῦ σοβιετικοῦ διαστημοπλοίου Σογιοὺζ ἔχει προβῇ στὸ ἥμισυ τῶν πειραμάτων του κατὰ τὴν διάρκειαν τῆς δέκατης ἡμέρας παραμονῆς του στὸ διάστημα καὶ ἔχει καλῶς εἰς τὴν ὑγείαν του. [719, 590, 912, 687]
section-rule [60, 866, 500, 868]
header-rule [776, 61, 1277, 69]
santa-lucia-name: ΣΑΝΤΑ ΛΟΥΤΣΙΑ [1265, 820, 1469, 851]
belvedere-line1: ΓΕΥΜΑΤΑ ΚΑΙ ΔΕΙΠΝΑ ΧΟΡΕΥΤΙΚΑ [1266, 1322, 1469, 1336]
latest-headline-2: ΕΚΠΑΙΔΕΥΟΝΤΑΙ ΣΤΗ ΡΩΣΙΑ [585, 539, 839, 560]
kissinger-paragraph: Τὸ πείραμα συνίσταται εἰς μυστικὰς ἐκλογὰς εἰς μίαν ἐκ τῶν 6 ἐπαρχιῶν τῆς Κούβας, τὴν Ματάνζας, ἡ ὁποία ἔχει πληθυσμὸν 500.000 κατοίκων. Αἱ διὰ τὰ κοινοτικὰ δημοτικὰ συμβούλια ἦσαν περίπου 4.000. [512, 1653, 912, 1700]
theft-paragraph: Οἱ ἐπικρουστῆρες εἶχον ἀφαιρεθῆ ἀπὸ τὰ ὅπλα ἀλλὰ οἱ ἐμπειρογνώμονες τῆς ἀστυνομίας ἐδήλωσαν ὅτι οἱ κλέπται θὰ ἦτο δυνατὸν εὐκόλως νὰ τοὺς ἀντικαταστήσουν. [60, 1019, 505, 1067]
section-rule [60, 548, 500, 550]
zibib-line1: ΕΙΝΑΙ ΤΟ ΚΑΛΥΤΕΡΟΝ [221, 1691, 339, 1703]
santa-lucia-banner: ΠΟΥ ΜΠΟΡΕΙΤΕ ΝΑ ΠΑΤΕ [1192, 766, 1542, 809]
